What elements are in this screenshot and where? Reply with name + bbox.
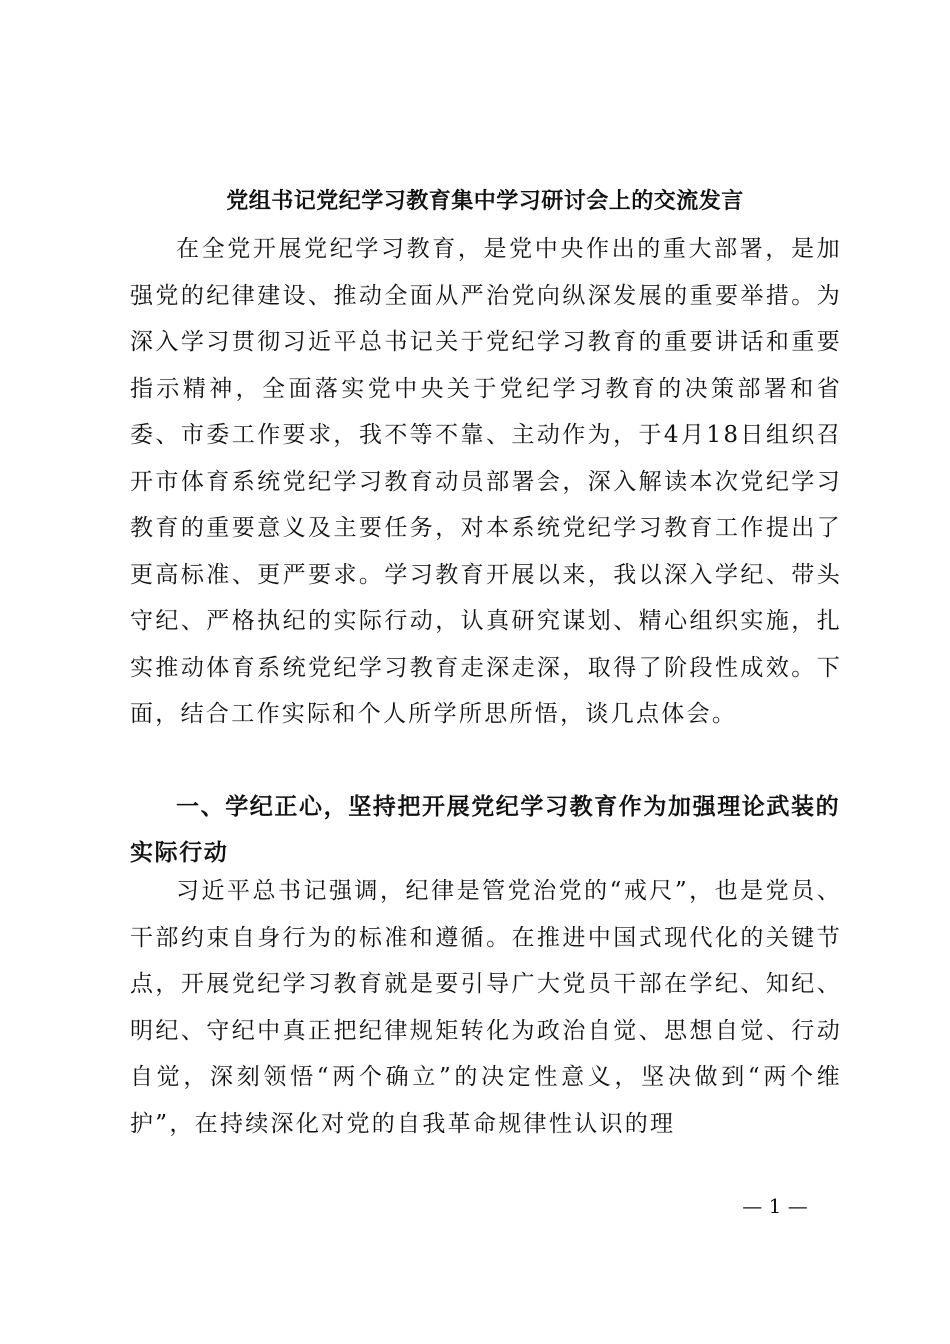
- body-paragraph: 在全党开展党纪学习教育，是党中央作出的重大部署，是加强党的纪律建设、推动全面从严治党向纵深发展的重要举措。为深入学习贯彻习近平总书记关于党纪学习教育的重要讲话和重要指示精神，全面落实党中央关于党纪学习教育的决策部署和省委、市委工作要求，我不等不靠、主动作为，于4月18日组织召开市体育系统党纪学习教育动员部署会，深入解读本次党纪学习教育的重要意义及主要任务，对本系统党纪学习教育工作提出了更高标准、更严要求。学习教育开展以来，我以深入学纪、带头守纪、严格执纪的实际行动，认真研究谋划、精心组织实施，扎实推动体育系统党纪学习教育走深走深，取得了阶段性成效。下面，结合工作实际和个人所学所思所悟，谈几点体会。: [130, 236, 842, 727]
- document-title: 党组书记党纪学习教育集中学习研讨会上的交流发言: [226, 188, 744, 214]
- section-heading: 一、学纪正心，坚持把开展党纪学习教育作为加强理论武装的实际行动: [130, 794, 841, 866]
- page-number: — 1 —: [742, 1194, 808, 1218]
- body-paragraph: 习近平总书记强调，纪律是管党治党的“戒尺”，也是党员、干部约束自身行为的标准和遵循。在推进中国式现代化的关键节点，开展党纪学习教育就是要引导广大党员干部在学纪、知纪、明纪、守纪中真正把纪律规矩转化为政治自觉、思想自觉、行动自觉，深刻领悟“两个确立”的决定性意义，坚决做到“两个维护”，在持续深化对党的自我革命规律性认识的理: [130, 878, 842, 1137]
